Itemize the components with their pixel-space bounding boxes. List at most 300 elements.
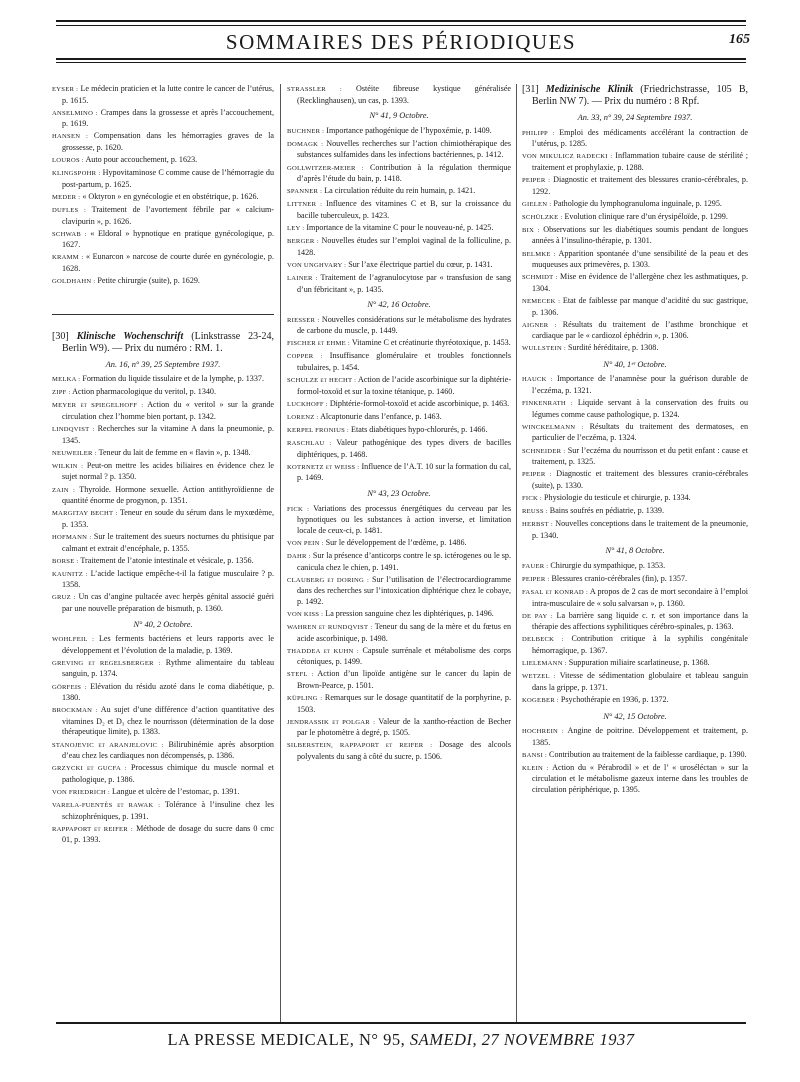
journal-details: (Linkstrasse 23-24, Berlin W9). — Prix du numéro : RM. 1.: [62, 330, 274, 354]
entry-list: [287, 126, 511, 295]
article-entry: [287, 438, 511, 460]
issue-heading: N° 41, 9 Octobre.: [369, 111, 429, 121]
journal-heading: [522, 84, 748, 108]
article-entry: [287, 338, 511, 350]
article-entry: [52, 740, 274, 762]
article-author: WULLSTEIN :: [522, 345, 566, 353]
article-title: Influence de l’A.T. 10 sur la formation du cal, p. 1469.: [297, 461, 512, 483]
article-title: Angine de poitrine. Développement et traitement, p. 1385.: [532, 726, 748, 747]
article-title: Thyroïde. Hormone sexuelle. Action antithyroïdienne de quantité énorme de progynon, p. 1351.: [62, 484, 274, 506]
article-entry: [52, 705, 274, 738]
article-author: WAHREN et RUNDQVIST :: [287, 624, 373, 632]
article-entry: [522, 249, 748, 271]
article-author: NEUWEILER :: [52, 449, 97, 457]
article-author: SILBERSTEIN, RAPPAPORT et REIFER :: [287, 742, 433, 750]
journal-number: [30]: [52, 330, 69, 342]
article-author: VON FRIEDRICH :: [52, 788, 110, 796]
article-title: Les ferments bactériens et leurs rapports avec le développement et l’évolution de la maladie, p. 1369.: [62, 634, 274, 655]
journal-name: Klinische Wochenschrift: [76, 330, 184, 342]
article-author: VON MIKULICZ RADECKI :: [522, 153, 613, 161]
top-rule: [56, 20, 746, 22]
article-author: THADDEA et KUHN :: [287, 647, 359, 655]
issue-heading: N° 40, 2 Octobre.: [133, 619, 193, 629]
article-entry: [287, 646, 511, 668]
article-title: Mise en évidence de l’allergène chez les asthmatiques, p. 1304.: [532, 272, 748, 293]
article-entry: [287, 717, 511, 739]
article-title: Traitement de l’agranulocytose par « transfusion de sang d’un fébricitant », p. 1435.: [297, 272, 511, 294]
article-entry: [52, 400, 274, 422]
article-entry: [52, 387, 274, 399]
article-entry: [522, 374, 748, 396]
article-title: Importance de la vitamine C pour le nouveau-né, p. 1425.: [306, 223, 494, 233]
article-author: GRZYCKI et GUCFA :: [52, 765, 127, 773]
article-title: Nouvelles considérations sur le métabolisme des hydrates de carbone du muscle, p. 1449.: [297, 314, 511, 336]
article-entry: [522, 469, 748, 491]
article-author: WOHLFEIL :: [52, 636, 95, 644]
article-entry: [522, 519, 748, 541]
article-entry: [287, 693, 511, 715]
column-3: [522, 84, 748, 797]
article-title: Elévation du résidu azoté dans le coma diabétique, p. 1380.: [62, 681, 274, 703]
article-title: Sur le développement de l’œdème, p. 1486.: [325, 537, 467, 547]
article-title: Hypovitaminose C comme cause de l’hémorragie du post-partum, p. 1625.: [62, 168, 275, 189]
article-entry: [52, 682, 274, 704]
article-entry: [287, 504, 511, 537]
article-author: DELBECK :: [522, 636, 564, 644]
article-title: Sur la présence d’anticorps contre le sp. ictérogenes ou le sp. canicula chez le chien, p. 1491.: [297, 550, 511, 572]
article-title: Nouvelles conceptions dans le traitement de la pneumonie, p. 1340.: [532, 519, 748, 540]
issue-heading: N° 43, 23 Octobre.: [367, 489, 431, 498]
article-entry: [522, 493, 748, 505]
article-author: VON PEIN :: [287, 539, 324, 547]
article-title: Traitement de l’atonie intestinale et vésicale, p. 1356.: [80, 555, 254, 565]
article-author: SCHÜLZKE :: [522, 213, 563, 221]
article-title: Evolution clinique rare d’un érysipéloïde, p. 1299.: [564, 211, 728, 221]
article-title: Capsule surrénale et métabolisme des corps cétoniques, p. 1499.: [297, 645, 512, 667]
article-title: Action pharmacologique du veritol, p. 1340.: [72, 387, 216, 397]
article-author: GÖRFEIS :: [52, 683, 87, 691]
article-title: Chirurgie du sympathique, p. 1353.: [550, 560, 666, 570]
article-title: Le médecin praticien et la lutte contre le cancer de l’utérus, p. 1615.: [62, 84, 274, 105]
footer-line: [56, 1030, 746, 1050]
article-title: Variations des processus énergétiques du cerveau par les hypnotiques ou les substances à action inverse, et limitation locale de ceux-ci, p. 1481.: [297, 503, 511, 535]
article-title: Teneur du sang de la mère et du fœtus en acide ascorbinique, p. 1498.: [297, 622, 511, 643]
article-entry: [287, 139, 511, 161]
article-title: L’acide lactique empêche-t-il la fatigue musculaire ? p. 1358.: [62, 568, 274, 590]
article-author: KOTRNETZ et WEISS :: [287, 463, 360, 471]
journal-details: (Friedrichstrasse, 105 B, Berlin NW 7). — Prix du numéro : 8 Rpf.: [532, 84, 749, 107]
article-author: DAHR :: [287, 552, 311, 560]
article-author: STEFL :: [287, 671, 314, 679]
entry-list: [522, 726, 748, 796]
article-title: Rythme alimentaire du tableau sanguin, p. 1374.: [62, 657, 274, 679]
column-separator: [280, 84, 281, 1024]
article-title: Influence des vitamines C et B, sur la croissance du bacille tuberculeux, p. 1423.: [297, 199, 511, 220]
article-author: ZIPF :: [52, 389, 71, 397]
article-title: La barrière sang liquide c. r. et son importance dans la thérapie des affections syphilitiques cérébro-spinales, p. 1363.: [532, 610, 748, 632]
article-title: « Eunarcon » narcose de courte durée en gynécologie, p. 1628.: [62, 252, 274, 273]
article-title: Teneur du lait de femme en « flavin », p. 1348.: [98, 447, 251, 457]
article-title: Insuffisance glomérulaire et troubles fonctionnels tubulaires, p. 1454.: [297, 351, 511, 373]
article-author: PHILIPP :: [522, 129, 555, 137]
article-entry: [52, 592, 274, 614]
article-author: MEYER et SPIEGELHOFF :: [52, 402, 144, 410]
column-2: [287, 84, 511, 764]
article-title: Teneur en soude du sérum dans le myxœdème, p. 1353.: [62, 508, 275, 529]
issue-heading: N° 42, 15 Octobre.: [603, 711, 667, 721]
article-author: LIELEMANN :: [522, 660, 567, 668]
article-entry: [287, 412, 511, 424]
article-title: Emploi des médicaments accélérant la contraction de l’utérus, p. 1285.: [532, 127, 748, 149]
article-author: FASAL et KONRAD :: [522, 589, 589, 597]
article-author: DUFLES :: [52, 206, 87, 214]
article-entry: [287, 260, 511, 272]
article-title: Action d’un lipoïde antigène sur le cancer du lapin de Brown-Pearce, p. 1501.: [297, 669, 512, 690]
article-author: GOLDHAHN :: [52, 278, 96, 285]
article-entry: [52, 84, 274, 106]
article-title: Bains soufrés en pédiatrie, p. 1339.: [549, 506, 664, 515]
entry-list: [522, 128, 748, 355]
article-title: Un cas d’angine pultacée avec herpès génital associé guéri par une nouvelle préparation de bismuth, p. 1360.: [62, 592, 274, 613]
article-title: Etats diabétiques hypo-chlorurés, p. 1466.: [351, 425, 488, 435]
article-author: FISCHER et EHME :: [287, 340, 350, 348]
article-title: Recherches sur la vitamine A dans la pneumonie, p. 1345.: [62, 424, 274, 445]
article-author: COPPER :: [287, 353, 323, 361]
article-author: HANSEN :: [52, 133, 89, 141]
issue-heading: An. 33, n° 39, 24 Septembre 1937.: [577, 113, 693, 122]
article-author: MELKA :: [52, 376, 81, 384]
article-author: MEDER :: [52, 193, 81, 201]
article-entry: [522, 225, 748, 247]
article-entry: [522, 726, 748, 748]
article-title: Tolérance à l’insuline chez les schizophréniques, p. 1391.: [62, 799, 274, 821]
article-entry: [52, 658, 274, 680]
article-title: « Oktyron » en gynécologie et en obstétrique, p. 1626.: [82, 191, 259, 201]
article-author: VON UNGHVARY :: [287, 261, 347, 269]
article-entry: [52, 569, 274, 591]
article-title: Inflammation tubaire cause de stérilité ; traitement et prophylaxie, p. 1288.: [532, 151, 748, 172]
article-title: Résultats du traitement de l’asthme bronchique et cardiaque par le « cardiozol éphédrin », p. 1306.: [532, 319, 749, 341]
article-author: SCHNEIDER :: [522, 447, 566, 455]
article-entry: [52, 131, 274, 153]
article-author: SCHULZE et HECHT :: [287, 377, 357, 385]
article-entry: [522, 574, 748, 586]
page-number: 165: [729, 32, 750, 47]
article-author: WILKIN :: [52, 462, 84, 470]
article-title: Valeur de la xantho-réaction de Becher par le photomètre à degré, p. 1505.: [297, 716, 511, 738]
article-author: BELMKE :: [522, 250, 556, 258]
article-entry: [52, 424, 274, 446]
article-title: Sur le traitement des sueurs nocturnes du phtisique par calmant et extrait d’encéphale, p. 1355.: [62, 531, 274, 553]
article-author: STRASSLER :: [287, 86, 342, 93]
article-entry: [287, 375, 511, 397]
article-entry: [522, 272, 748, 294]
article-title: Dosage des alcools polyvalents du sang à côté du sucre, p. 1506.: [297, 740, 511, 762]
article-entry: [52, 508, 274, 530]
article-author: LORENZ :: [287, 413, 319, 421]
article-entry: [52, 532, 274, 554]
footer-date: SAMEDI, 27 NOVEMBRE 1937: [409, 1030, 635, 1049]
article-entry: [522, 658, 748, 670]
article-title: Contribution au traitement de la faiblesse cardiaque, p. 1390.: [549, 749, 747, 759]
article-entry: [52, 205, 274, 227]
article-entry: [52, 448, 274, 460]
article-author: FAUER :: [522, 562, 549, 570]
footer-rule: [56, 1022, 746, 1024]
article-author: GRUZ :: [52, 594, 76, 602]
article-entry: [522, 128, 748, 150]
article-entry: [52, 461, 274, 483]
article-entry: [522, 611, 748, 633]
article-author: EYSER :: [52, 86, 79, 93]
entry-list: [522, 374, 748, 541]
journal-number: [31]: [522, 84, 539, 95]
article-entry: [52, 374, 274, 386]
article-entry: [522, 506, 748, 518]
article-author: LAINER :: [287, 274, 318, 282]
article-entry: [522, 398, 748, 420]
journal-name: Medizinische Klinik: [545, 84, 634, 95]
article-author: PEIPER :: [522, 176, 551, 184]
article-title: Au sujet d’une différence d’action quantitative des vitamines D₂ et D₃ chez le nourrisson (détermination de la dose thérapeutique limite), p. 1383.: [62, 705, 275, 737]
article-author: JENDRASSIK et POLGAR :: [287, 718, 376, 726]
article-entry: [287, 551, 511, 573]
article-entry: [287, 622, 511, 644]
entry-list: [52, 374, 274, 614]
article-entry: [522, 199, 748, 211]
article-author: STANOJEVIC et ARANJELOVIC :: [52, 741, 164, 749]
issue-heading: N° 42, 16 Octobre.: [367, 300, 431, 310]
article-title: Vitesse de sédimentation globulaire et tableau sanguin dans la grippe, p. 1371.: [532, 671, 748, 692]
article-title: Observations sur les diabétiques soumis pendant de longues années à l’insulino-thérapie, p. 1301.: [532, 224, 749, 246]
article-title: Remarques sur le dosage quantitatif de la porphyrine, p. 1503.: [297, 693, 511, 714]
article-title: Diphtérie-formol-toxoïd et acide ascorbinique, p. 1463.: [329, 398, 510, 408]
article-author: BIX :: [522, 226, 540, 234]
article-title: Action du « Pérabrodil » et de l’ « uroséléctan » sur la circulation et le métabolisme gazeux interne dans les troubles de circulation périphérique, p. 1395.: [532, 762, 749, 795]
article-author: HERBST :: [522, 521, 553, 529]
article-entry: [52, 485, 274, 507]
article-author: MARGITAY BECHT :: [52, 510, 118, 518]
article-entry: [287, 575, 511, 608]
article-entry: [522, 587, 748, 609]
article-author: KÜPLING :: [287, 695, 323, 703]
article-title: « Eldoral » hypnotique en pratique gynécologique, p. 1627.: [62, 228, 274, 250]
entry-list: [522, 561, 748, 707]
article-author: LINDQVIST :: [52, 426, 95, 434]
article-title: Nouvelles recherches sur l’action chimiothérapique des substances sulfamides dans les infections bactériennes, p. 1412.: [297, 138, 511, 160]
article-entry: [522, 343, 748, 355]
article-author: BANSI :: [522, 751, 548, 759]
article-entry: [52, 787, 274, 799]
article-title: Liquide servant à la conservation des fruits ou légumes comme cause pathologique, p. 1324.: [532, 398, 749, 419]
article-entry: [52, 800, 274, 822]
issue-heading: N° 40, 1ᵉʳ Octobre.: [603, 359, 667, 369]
top-rule-thin: [56, 25, 746, 26]
article-title: A propos de 2 cas de mort secondaire à l’emploi intra-musculaire de « solu salvarsan », p. 1360.: [532, 587, 749, 608]
article-entry: [287, 186, 511, 198]
article-author: KLINGSPOHR :: [52, 170, 101, 178]
article-title: Action du « veritol » sur la grande circulation chez l’homme bien portant, p. 1342.: [62, 400, 275, 421]
article-title: Contribution à la régulation thermique d’après l’étude du bain, p. 1418.: [297, 162, 511, 184]
article-title: Résultats du traitement des dermatoses, en particulier de l’eczéma, p. 1324.: [532, 421, 748, 443]
article-title: Compensation dans les hémorragies graves de la grossesse, p. 1620.: [62, 131, 274, 152]
article-title: Auto pour accouchement, p. 1623.: [85, 155, 198, 165]
article-title: Sur l’axe électrique partiel du cœur, p. 1431.: [348, 259, 493, 269]
article-entry: [287, 223, 511, 235]
article-entry: [287, 399, 511, 411]
article-title: Nouvelles études sur l’emploi vaginal de la folliculine, p. 1428.: [297, 236, 511, 257]
article-entry: [522, 446, 748, 468]
journal-heading: [52, 331, 274, 355]
article-entry: [522, 561, 748, 573]
article-title: Traitement de l’avortement fébrile par « calcium-clavipurin », p. 1626.: [62, 204, 274, 226]
article-entry: [287, 315, 511, 337]
article-author: LEY :: [287, 225, 305, 233]
article-title: Langue et ulcère de l’estomac, p. 1391.: [112, 786, 240, 796]
article-entry: [287, 462, 511, 484]
article-title: Pathologie du lymphogranuloma inguinale, p. 1295.: [553, 198, 722, 208]
article-title: Etat de faiblesse par manque d’acidité du suc gastrique, p. 1306.: [532, 295, 748, 317]
entry-list: [52, 634, 274, 846]
section-separator: [52, 314, 274, 315]
article-title: Importance pathogénique de l’hypoxémie, p. 1409.: [326, 125, 492, 135]
article-title: Action de l’acide ascorbinique sur la diphtérie-formol-toxoïd et sur la toxine tétanique, p. 1460.: [297, 375, 512, 396]
article-author: FINKENRATH :: [522, 400, 573, 408]
article-entry: [522, 320, 748, 342]
article-author: SCHWAB :: [52, 230, 87, 238]
entry-list: [287, 315, 511, 484]
article-author: BERGER :: [287, 238, 319, 246]
article-title: Apparition spontanée d’une sensibilité de la peau et des muqueuses aux primevères, p. 1303.: [532, 248, 748, 270]
article-title: Importance de l’anamnèse pour la guérison durable de l’eczéma, p. 1321.: [532, 374, 748, 396]
article-entry: [287, 84, 511, 106]
article-author: REUSS :: [522, 508, 548, 515]
article-title: Sur l’utilisation de l’électrocardiogramme dans des recherches sur l’intoxication diphtérique chez le cobaye, p. 1492.: [297, 574, 511, 606]
article-title: Formation du liquide tissulaire et de la lymphe, p. 1337.: [82, 374, 264, 384]
article-author: HAUCK :: [522, 376, 553, 384]
article-title: Peut-on mettre les acides biliaires en évidence chez le sujet normal ? p. 1350.: [62, 460, 274, 482]
article-author: RIESSER :: [287, 316, 320, 324]
article-entry: [287, 669, 511, 691]
article-entry: [52, 192, 274, 204]
article-entry: [52, 108, 274, 130]
article-entry: [287, 163, 511, 185]
article-title: Diagnostic et traitement des blessures cranio-cérébrales, p. 1292.: [532, 174, 748, 196]
article-entry: [52, 763, 274, 785]
article-author: ANSELMINO :: [52, 109, 98, 117]
article-author: RAPPAPORT et REIFER :: [52, 825, 133, 833]
article-author: GIELEN :: [522, 200, 552, 208]
article-title: La pression sanguine chez les diphtériques, p. 1496.: [325, 608, 494, 618]
article-title: Petite chirurgie (suite), p. 1629.: [97, 276, 200, 285]
article-entry: [287, 740, 511, 762]
article-author: LITTNER :: [287, 201, 323, 209]
article-entry: [522, 422, 748, 444]
column-separator: [516, 84, 517, 1024]
article-title: Vitamine C et créatinurie thyréotoxique, p. 1453.: [351, 338, 511, 348]
column-1: [52, 84, 274, 847]
article-author: CLAUBERG et DORING :: [287, 576, 370, 584]
article-title: Valeur pathogénique des types divers de bacilles diphtériques, p. 1468.: [297, 438, 511, 459]
article-title: Sur l’eczéma du nourrisson et du petit enfant : cause et traitement, p. 1325.: [532, 445, 748, 467]
article-author: KAUNITZ :: [52, 570, 88, 578]
article-entry: [287, 236, 511, 258]
article-author: WINCKELMANN :: [522, 423, 584, 431]
article-author: KLEIN :: [522, 764, 549, 772]
article-entry: [522, 671, 748, 693]
article-title: Diagnostic et traitement des blessures cranio-cérébrales (suite), p. 1330.: [532, 469, 749, 490]
article-author: GREVING et REGELSBERGER :: [52, 659, 161, 667]
article-entry: [522, 750, 748, 762]
article-author: PEIPER :: [522, 575, 550, 583]
article-author: KOGEBER :: [522, 696, 559, 704]
article-title: Psychothérapie en 1936, p. 1372.: [560, 694, 669, 704]
article-entry: [287, 126, 511, 138]
article-author: HOFMANN :: [52, 533, 92, 541]
article-entry: [287, 273, 511, 295]
article-entry: [287, 199, 511, 221]
article-entry: [52, 276, 274, 288]
article-entry: [522, 296, 748, 318]
header-rule-thin: [56, 62, 746, 63]
article-entry: [522, 151, 748, 173]
article-title: La circulation réduite du rein humain, p. 1421.: [324, 186, 476, 196]
entry-list: [52, 84, 274, 288]
article-author: BORSE :: [52, 557, 79, 565]
page-title: SOMMAIRES DES PÉRIODIQUES: [225, 30, 577, 54]
article-author: KERPEL FRONIUS :: [287, 427, 350, 435]
article-entry: [52, 229, 274, 251]
article-entry: [287, 538, 511, 550]
article-title: Alcaptonurie dans l’enfance, p. 1463.: [320, 411, 442, 421]
footer-journal: LA PRESSE MEDICALE, N° 95,: [167, 1030, 406, 1049]
article-entry: [522, 212, 748, 224]
article-title: Surdité héréditaire, p. 1308.: [567, 343, 659, 353]
article-entry: [52, 556, 274, 568]
article-author: LUCKHOFF :: [287, 400, 328, 408]
article-entry: [52, 252, 274, 274]
issue-heading: An. 16, n° 39, 25 Septembre 1937.: [105, 359, 221, 369]
article-author: KRAMM :: [52, 254, 84, 262]
article-author: GOLLWITZER-MEIER :: [287, 164, 364, 172]
article-title: Physiologie du testicule et chirurgie, p. 1334.: [544, 492, 691, 502]
article-author: SPANNER :: [287, 188, 323, 196]
article-author: VON KISS :: [287, 610, 324, 618]
article-author: SCHMIDT :: [522, 274, 558, 282]
article-author: VARELA-FUENTÈS et RAWAK :: [52, 801, 161, 809]
article-author: AIGNER :: [522, 321, 557, 329]
article-title: Ostéite fibreuse kystique généralisée (Recklinghausen), un cas, p. 1393.: [297, 84, 512, 105]
article-title: Blessures cranio-cérébrales (fin), p. 1357.: [551, 573, 688, 583]
article-author: PEIPER :: [522, 471, 552, 479]
article-author: FICK :: [287, 505, 310, 513]
article-entry: [52, 155, 274, 167]
article-entry: [522, 763, 748, 796]
article-author: RASCHLAU :: [287, 440, 332, 448]
article-author: BROCKMAN :: [52, 707, 98, 715]
article-title: Processus chimique du muscle normal et pathologique, p. 1386.: [62, 763, 274, 784]
article-author: FICK :: [522, 494, 543, 502]
entry-list: [287, 504, 511, 763]
entry-list: [287, 84, 511, 106]
article-title: Crampes dans la grossesse et après l’accouchement, p. 1619.: [62, 107, 274, 129]
article-title: Contribution critique à la syphilis congénitale hémorragique, p. 1367.: [532, 634, 748, 656]
header-rule: [56, 58, 746, 60]
article-title: Bilirubinémie après absorption d’eau chez les cardiaques non décompensés, p. 1386.: [62, 739, 274, 761]
article-author: BUCHNER :: [287, 127, 325, 135]
article-entry: [287, 609, 511, 621]
article-entry: [522, 634, 748, 656]
